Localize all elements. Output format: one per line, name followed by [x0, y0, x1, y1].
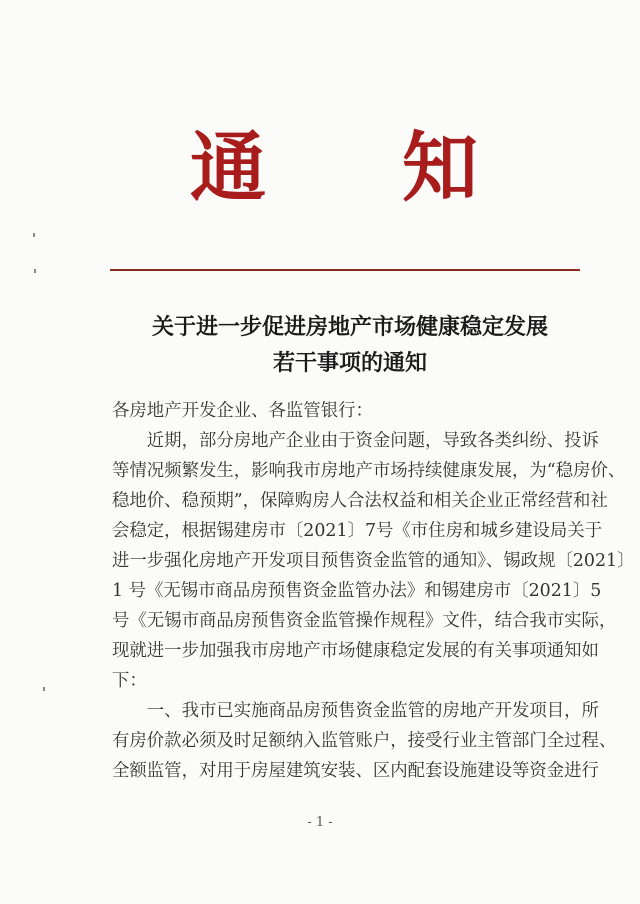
salutation: 各房地产开发企业、各监管银行： — [112, 401, 373, 421]
body-line: 进一步强化房地产开发项目预售资金监管的通知》、锡政规〔2021〕 — [112, 551, 635, 571]
document-body — [112, 396, 635, 786]
document-subtitle-line-2: 若干事项的通知 — [272, 350, 427, 376]
body-line: 现就进一步加强我市房地产市场健康稳定发展的有关事项通知如 — [112, 641, 599, 661]
margin-mark — [33, 233, 35, 237]
body-line: 1 号《无锡市商品房预售资金监管办法》和锡建房市〔2021〕5 — [112, 581, 602, 601]
margin-mark — [34, 269, 36, 273]
body-line: 稳地价、稳预期”，保障购房人合法权益和相关企业正常经营和社 — [112, 491, 608, 511]
page-number: - 1 - — [307, 815, 333, 830]
body-line: 有房价款必须及时足额纳入监管账户，接受行业主管部门全过程、 — [112, 731, 617, 751]
body-line: 近期，部分房地产企业由于资金问题，导致各类纠纷、投诉 — [112, 431, 599, 451]
body-line: 号《无锡市商品房预售资金监管操作规程》文件，结合我市实际， — [112, 611, 617, 631]
red-divider-rule — [110, 269, 580, 271]
body-line: 等情况频繁发生，影响我市房地产市场持续健康发展，为“稳房价、 — [112, 461, 626, 481]
heading-char-2: 知 — [402, 123, 478, 212]
body-line: 会稳定，根据锡建房市〔2021〕7号《市住房和城乡建设局关于 — [112, 521, 603, 541]
margin-mark — [43, 687, 45, 691]
document-subtitle-line-1: 关于进一步促进房地产市场健康稳定发展 — [151, 314, 548, 340]
heading-char-1: 通 — [190, 123, 266, 212]
notice-heading — [0, 118, 640, 218]
body-line: 下： — [112, 671, 147, 691]
body-line: 一、我市已实施商品房预售资金监管的房地产开发项目，所 — [112, 701, 599, 721]
body-line: 全额监管，对用于房屋建筑安装、区内配套设施建设等资金进行 — [112, 761, 599, 781]
